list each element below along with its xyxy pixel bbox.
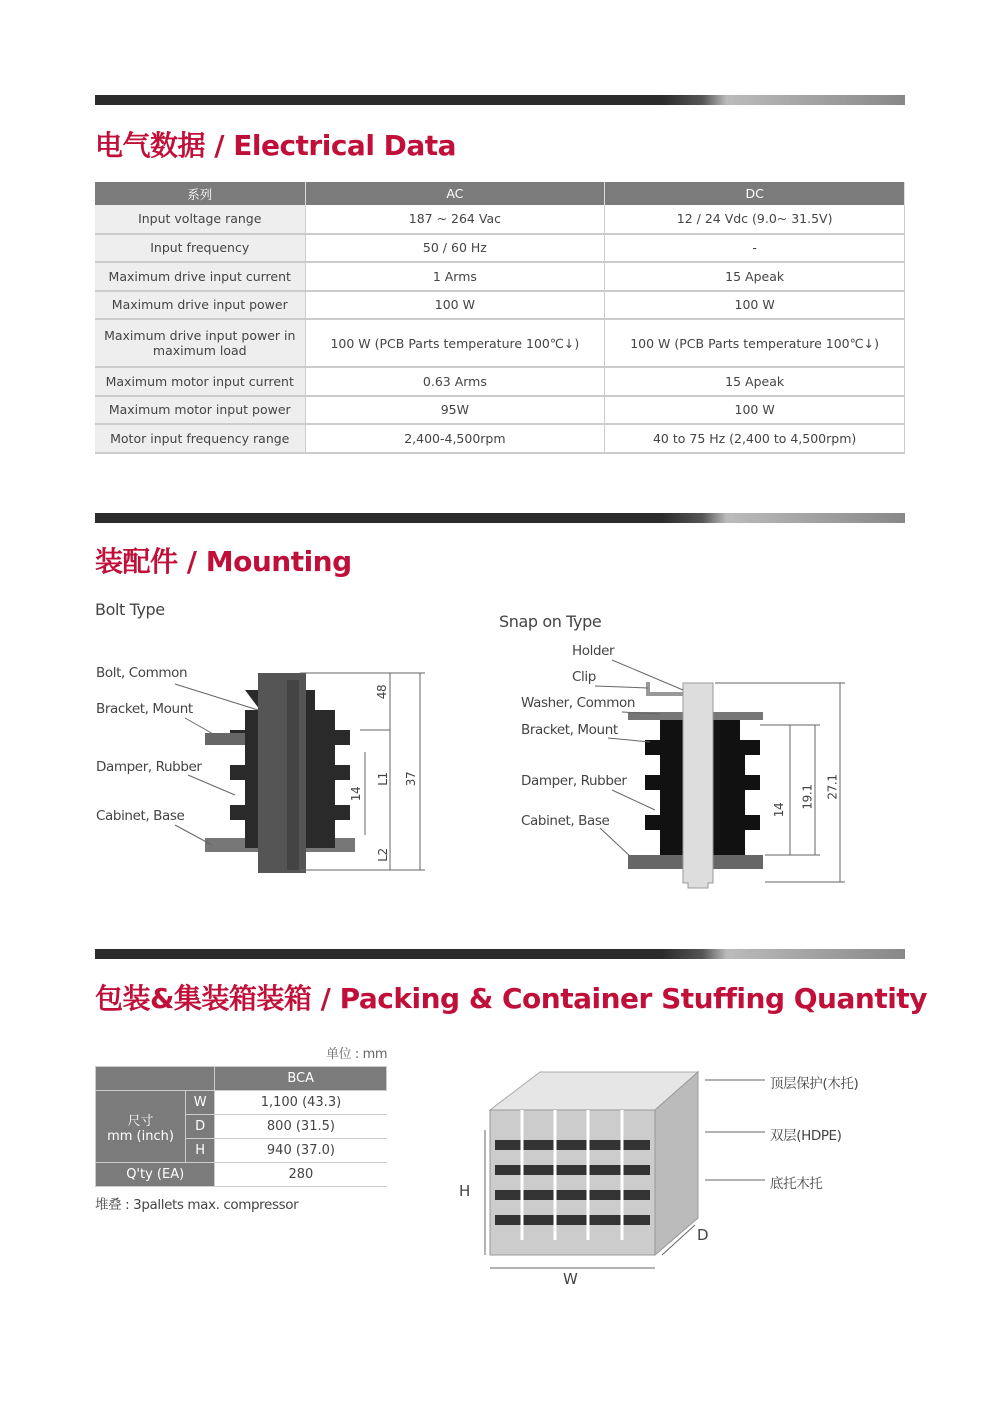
table-row	[95, 319, 905, 367]
col-series: 系列	[95, 182, 305, 205]
cell-value: 100 W	[305, 291, 605, 320]
table-row	[95, 396, 905, 425]
cell-value: 1 Arms	[305, 262, 605, 291]
bolt-label: Bolt, Common	[96, 665, 188, 681]
cell-value: -	[605, 234, 905, 263]
dim-label: 14	[772, 802, 787, 818]
cell-value: 95W	[305, 396, 605, 425]
electrical-table	[95, 182, 905, 454]
snap-label: Washer, Common	[521, 695, 635, 711]
size-unit: mm (inch)	[107, 1128, 174, 1144]
cell-value: 50 / 60 Hz	[305, 234, 605, 263]
dim-value: 940 (37.0)	[215, 1139, 387, 1163]
dim-key: D	[186, 1115, 215, 1139]
dim-label: L2	[375, 848, 390, 862]
dim-label: L1	[375, 772, 390, 786]
row-label: Maximum drive input current	[95, 262, 305, 291]
cell-value: 40 to 75 Hz (2,400 to 4,500rpm)	[605, 424, 905, 453]
qty-value: 280	[215, 1163, 387, 1187]
cell-value: 15 Apeak	[605, 262, 905, 291]
pallet-label: 底托木托	[770, 1176, 823, 1192]
snap-label: Damper, Rubber	[521, 773, 627, 789]
row-label: Motor input frequency range	[95, 424, 305, 453]
cell-value: 100 W	[605, 396, 905, 425]
table-row	[95, 234, 905, 263]
section-bar	[95, 513, 905, 523]
row-label: Maximum drive input power in maximum load	[95, 319, 305, 367]
dim-label: 48	[375, 684, 390, 700]
cell-value: 2,400-4,500rpm	[305, 424, 605, 453]
qty-label: Q'ty (EA)	[96, 1163, 215, 1187]
axis-h: H	[459, 1182, 470, 1200]
section-bar	[95, 949, 905, 959]
cell-value: 100 W (PCB Parts temperature 100℃↓)	[605, 319, 905, 367]
dim-label: 14	[349, 786, 364, 802]
dim-label: 37	[404, 771, 419, 787]
row-label: Maximum drive input power	[95, 291, 305, 320]
table-row	[95, 424, 905, 453]
row-label: Maximum motor input power	[95, 396, 305, 425]
model-header: BCA	[215, 1067, 387, 1091]
dim-label: 19.1	[800, 784, 815, 810]
row-label: Input frequency	[95, 234, 305, 263]
cell-value: 0.63 Arms	[305, 367, 605, 396]
cell-value: 100 W	[605, 291, 905, 320]
row-label: Input voltage range	[95, 205, 305, 234]
axis-d: D	[697, 1226, 709, 1244]
snap-label: Bracket, Mount	[521, 722, 618, 738]
snap-type-title: Snap on Type	[499, 612, 602, 631]
cell-value: 15 Apeak	[605, 367, 905, 396]
dim-value: 1,100 (43.3)	[215, 1091, 387, 1115]
cell-value: 187 ~ 264 Vac	[305, 205, 605, 234]
size-label: 尺寸	[127, 1113, 154, 1129]
stacking-note: 堆叠 : 3pallets max. compressor	[95, 1197, 299, 1213]
pallet-diagram	[0, 1060, 1000, 1360]
bolt-type-title: Bolt Type	[95, 600, 165, 619]
bolt-label: Damper, Rubber	[96, 759, 202, 775]
pallet-label: 双层(HDPE)	[770, 1128, 842, 1144]
col-dc: DC	[605, 182, 905, 205]
dim-value: 800 (31.5)	[215, 1115, 387, 1139]
table-row	[95, 367, 905, 396]
snap-label: Holder	[572, 643, 615, 659]
dim-key: W	[186, 1091, 215, 1115]
table-row	[95, 205, 905, 234]
bolt-label: Cabinet, Base	[96, 808, 185, 824]
table-row	[95, 291, 905, 320]
snap-label: Clip	[572, 669, 596, 685]
col-ac: AC	[305, 182, 605, 205]
row-label: Maximum motor input current	[95, 367, 305, 396]
unit-label: 单位 : mm	[326, 1047, 388, 1062]
axis-w: W	[563, 1270, 578, 1288]
electrical-title: 电气数据 / Electrical Data	[95, 129, 457, 162]
dim-key: H	[186, 1139, 215, 1163]
dim-label: 27.1	[825, 774, 840, 800]
section-bar	[95, 95, 905, 105]
cell-value: 100 W (PCB Parts temperature 100℃↓)	[305, 319, 605, 367]
table-row	[95, 262, 905, 291]
pallet-label: 顶层保护(木托)	[770, 1076, 859, 1092]
bolt-label: Bracket, Mount	[96, 701, 193, 717]
cell-value: 12 / 24 Vdc (9.0~ 31.5V)	[605, 205, 905, 234]
snap-label: Cabinet, Base	[521, 813, 610, 829]
packing-title: 包装&集装箱装箱 / Packing & Container Stuffing Quantity	[95, 982, 927, 1015]
mounting-title: 装配件 / Mounting	[95, 545, 352, 578]
